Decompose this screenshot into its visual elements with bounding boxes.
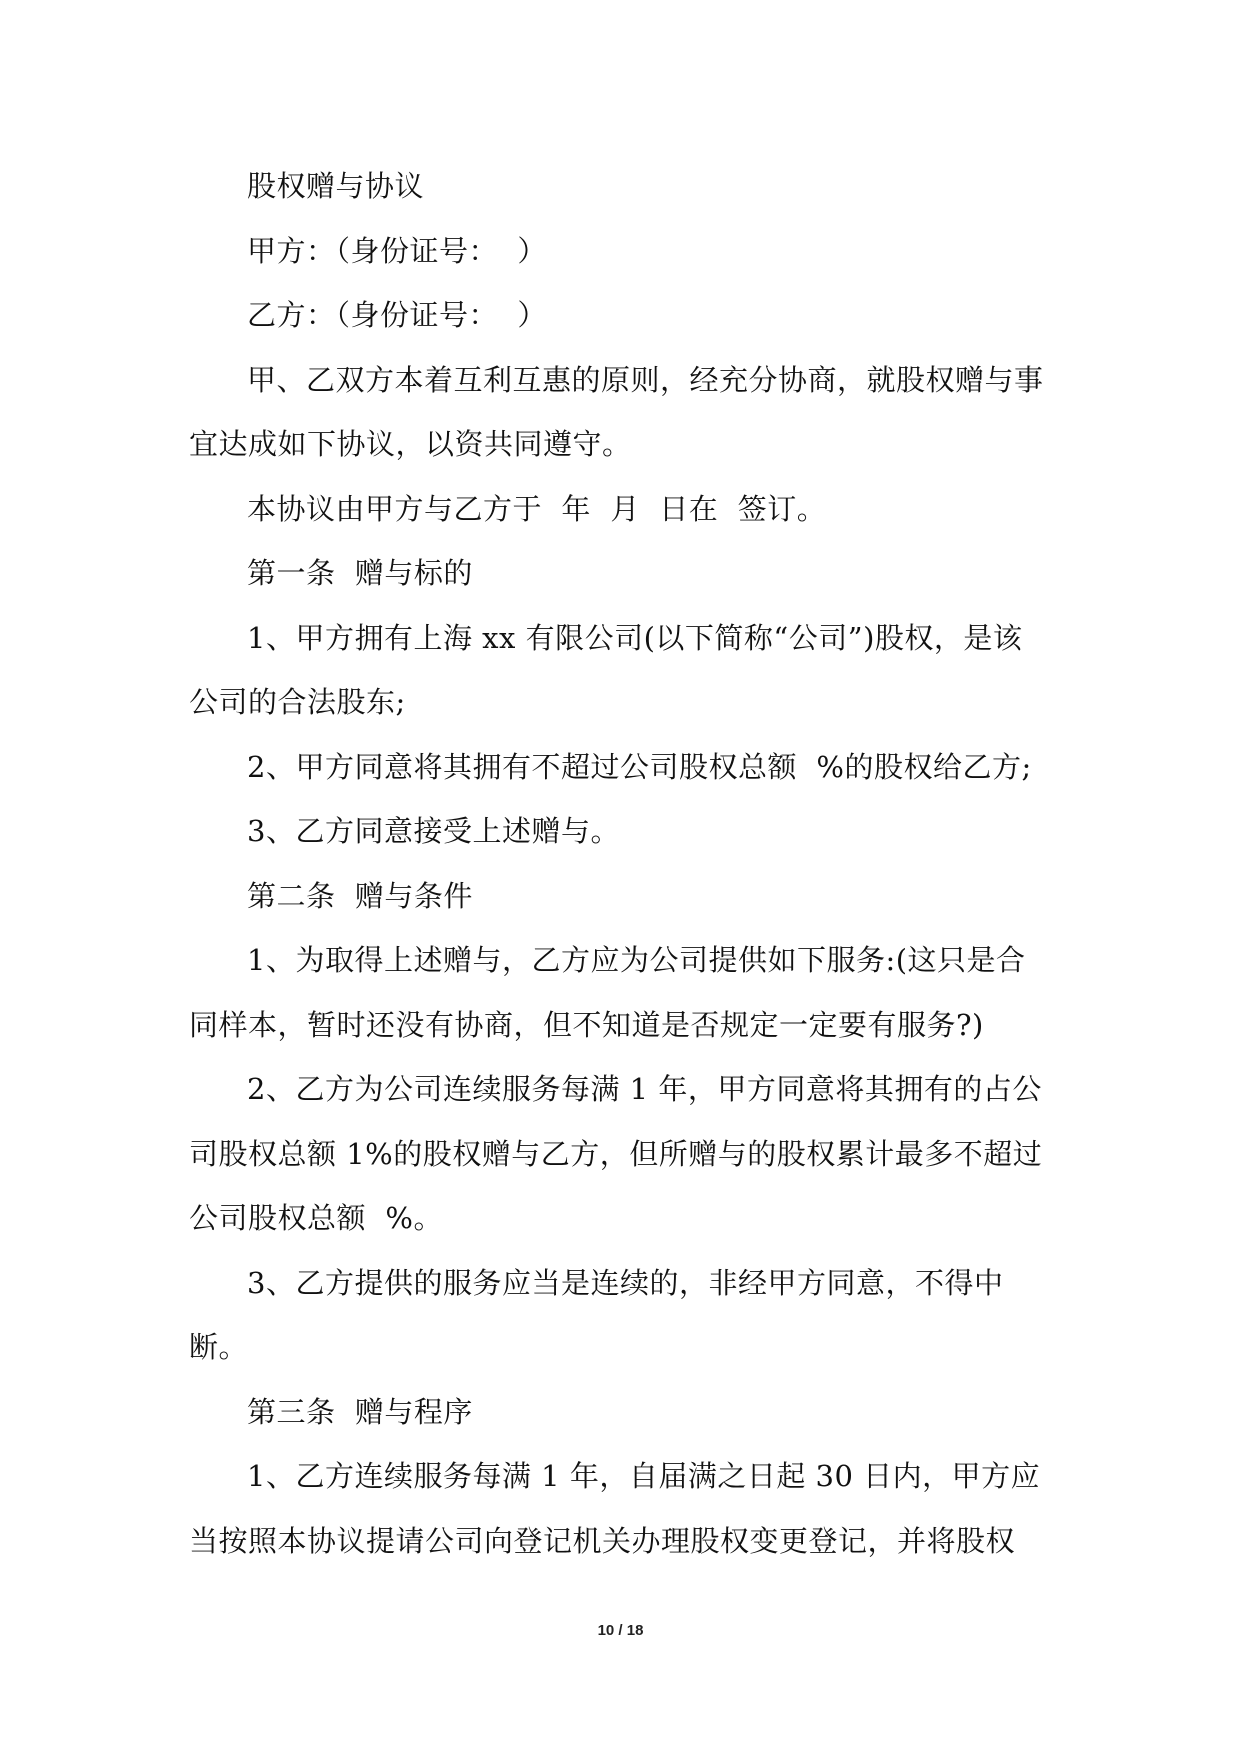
clause-paragraph: 3、乙方提供的服务应当是连续的，非经甲方同意，不得中断。 — [189, 1265, 1004, 1364]
article-heading: 第二条 赠与条件 — [247, 878, 473, 913]
clause-paragraph: 2、乙方为公司连续服务每满 1 年，甲方同意将其拥有的占公司股权总额 1%的股权赠与乙方，但所赠与的股权累计最多不超过公司股权总额 %。 — [189, 1072, 1043, 1235]
party-a-line: 甲方：（身份证号： ） — [247, 233, 547, 268]
article-heading: 第三条 赠与程序 — [247, 1394, 473, 1429]
clause-paragraph: 1、乙方连续服务每满 1 年，自届满之日起 30 日内，甲方应当按照本协议提请公司向登记机关办理股权变更登记，并将股权 — [189, 1459, 1041, 1558]
document-body — [189, 154, 1049, 1573]
clause-paragraph: 1、甲方拥有上海 xx 有限公司(以下简称“公司”)股权，是该公司的合法股东; — [189, 620, 1023, 719]
party-b-line: 乙方：（身份证号： ） — [247, 298, 547, 332]
signing-paragraph: 本协议由甲方与乙方于 年 月 日在 签订。 — [247, 491, 827, 526]
preamble-paragraph: 甲、乙双方本着互利互惠的原则，经充分协商，就股权赠与事宜达成如下协议，以资共同遵守。 — [189, 362, 1044, 461]
article-heading: 第一条 赠与标的 — [247, 556, 473, 590]
clause-paragraph: 2、甲方同意将其拥有不超过公司股权总额 %的股权给乙方; — [247, 749, 1032, 784]
page-number: 10 / 18 — [597, 1622, 644, 1639]
document-title: 股权赠与协议 — [247, 169, 425, 203]
clause-paragraph: 1、为取得上述赠与，乙方应为公司提供如下服务:(这只是合同样本，暂时还没有协商，但不知道是否规定一定要有服务?) — [189, 943, 1026, 1042]
clause-paragraph: 3、乙方同意接受上述赠与。 — [247, 814, 620, 848]
